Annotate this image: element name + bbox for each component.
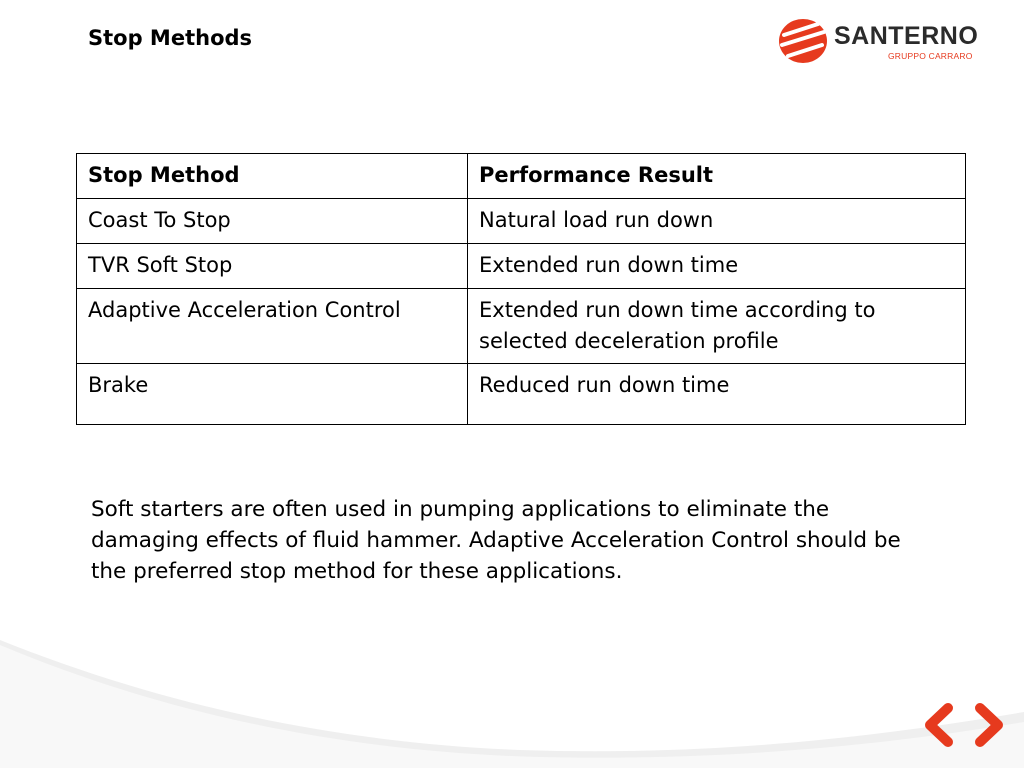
next-slide-button[interactable] xyxy=(966,700,1010,750)
logo-subtitle: GRUPPO CARRARO xyxy=(888,51,973,61)
table-cell: Coast To Stop xyxy=(77,199,468,244)
table-cell: TVR Soft Stop xyxy=(77,244,468,289)
slide-title: Stop Methods xyxy=(88,26,253,50)
table-header-cell: Performance Result xyxy=(468,154,966,199)
table-cell: Brake xyxy=(77,364,468,425)
table-cell: Natural load run down xyxy=(468,199,966,244)
previous-slide-button[interactable] xyxy=(918,700,962,750)
table-cell: Reduced run down time xyxy=(468,364,966,425)
table-row xyxy=(77,289,966,364)
santerno-logo xyxy=(778,18,978,66)
table-header-row xyxy=(77,154,966,199)
table-header-cell: Stop Method xyxy=(77,154,468,199)
table-row xyxy=(77,244,966,289)
chevron-right-icon xyxy=(966,700,1010,750)
table-cell: Extended run down time xyxy=(468,244,966,289)
logo-wordmark: SANTERNO xyxy=(834,22,979,50)
table-cell: Extended run down time according to selected deceleration profile xyxy=(468,289,966,364)
stop-methods-table xyxy=(76,153,966,425)
table-row xyxy=(77,199,966,244)
chevron-left-icon xyxy=(918,700,962,750)
santerno-logo-mark-icon xyxy=(778,18,828,64)
table-cell: Adaptive Acceleration Control xyxy=(77,289,468,364)
table-row xyxy=(77,364,966,425)
body-paragraph: Soft starters are often used in pumping applications to eliminate the damaging effects of fluid hammer. Adaptive Acceleration Control should be the preferred stop method for these applications. xyxy=(91,497,901,584)
